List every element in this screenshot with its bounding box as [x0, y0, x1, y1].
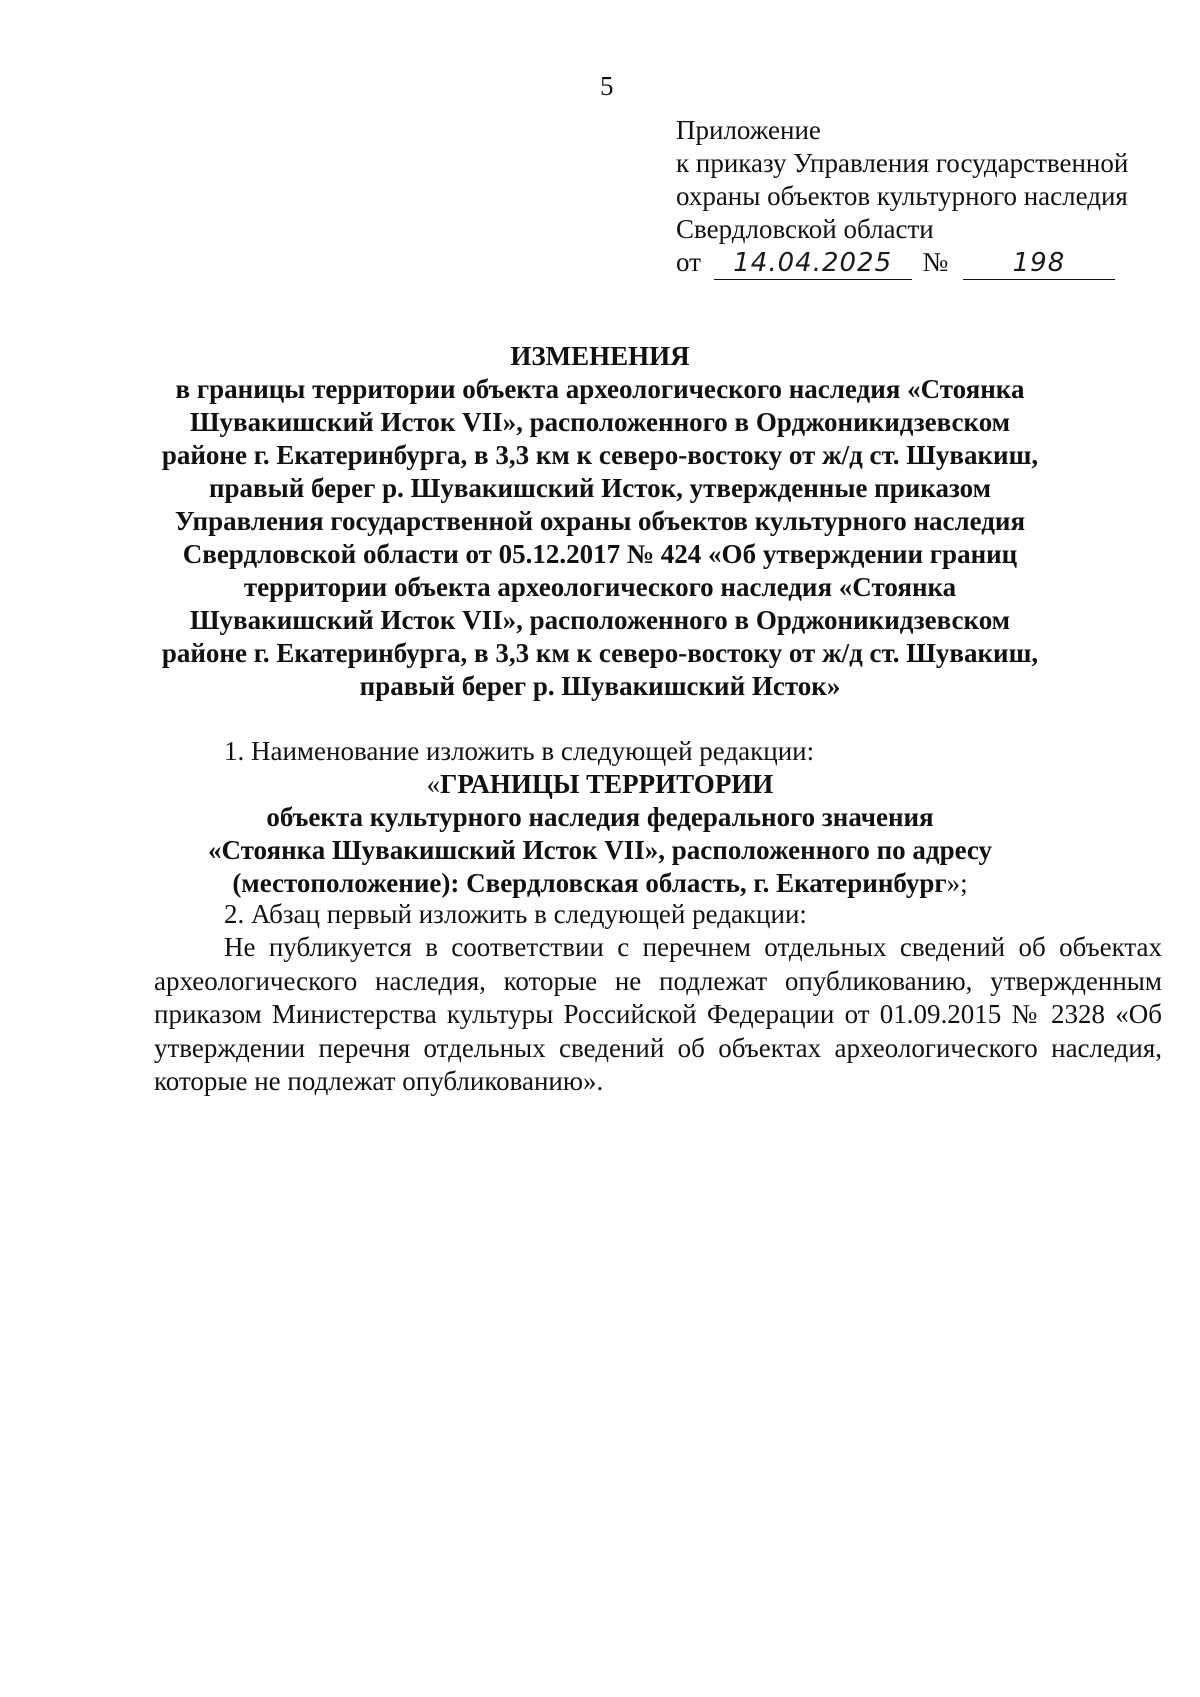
new-name-location: (местоположение): Свердловская область, г. Екатеринбург: [232, 868, 947, 898]
item-1: 1. Наименование изложить в следующей редакции:: [224, 736, 815, 766]
new-name-block: [160, 768, 1040, 900]
heading-subtitle: в границы территории объекта археологического наследия «Стоянка Шувакишский Исток VII», расположенного в Орджоникидзевском районе г. Екатеринбурга, в 3,3 км к северо-востоку от ж/д ст. Шувакиш, правый берег р. Шувакишский Исток, утвержденные приказом Управления государственной охраны объектов культурного наследия Свердловской области от 05.12.2017 № 424 «Об утверждении границ территории объекта археологического наследия «Стоянка Шувакишский Исток VII», расположенного в Орджоникидзевском районе г. Екатеринбурга, в 3,3 км к северо-востоку от ж/д ст. Шувакиш, правый берег р. Шувакишский Исток»: [161, 374, 1039, 701]
appendix-block: [676, 114, 1176, 280]
from-label: от: [676, 247, 701, 277]
handwritten-date: 14.04.2025: [714, 249, 912, 280]
document-heading: [160, 340, 1040, 703]
appendix-label: Приложение: [676, 115, 821, 145]
appendix-date-number-line: [676, 246, 1176, 280]
appendix-agency-line: охраны объектов культурного наследия: [676, 181, 1128, 211]
number-label: №: [922, 247, 949, 277]
handwritten-number: 198: [963, 249, 1115, 280]
new-name-title: ГРАНИЦЫ ТЕРРИТОРИИ: [440, 769, 774, 799]
appendix-region-line: Свердловской области: [676, 214, 934, 244]
page-number: 5: [600, 71, 614, 101]
close-quote: »;: [946, 868, 968, 898]
new-paragraph-text: Не публикуется в соответствии с перечнем отдельных сведений об объектах археологического наследия, которые не подлежат опубликованию, утвержденным приказом Министерства культуры Российской Федерации от 01.09.2015 № 2328 «Об утверждении перечня отдельных сведений об объектах археологического наследия, которые не подлежат опубликованию».: [154, 932, 1162, 1096]
open-quote: «: [426, 769, 441, 799]
new-name-line-1: [160, 768, 1040, 801]
heading-title: ИЗМЕНЕНИЯ: [510, 341, 690, 371]
item-2: 2. Абзац первый изложить в следующей редакции:: [224, 899, 807, 929]
new-name-line-4: [160, 867, 1040, 900]
new-name-line-2: объекта культурного наследия федерального значения: [266, 802, 934, 832]
new-name-line-3: «Стоянка Шувакишский Исток VII», расположенного по адресу: [207, 835, 993, 865]
appendix-order-line: к приказу Управления государственной: [676, 148, 1129, 178]
